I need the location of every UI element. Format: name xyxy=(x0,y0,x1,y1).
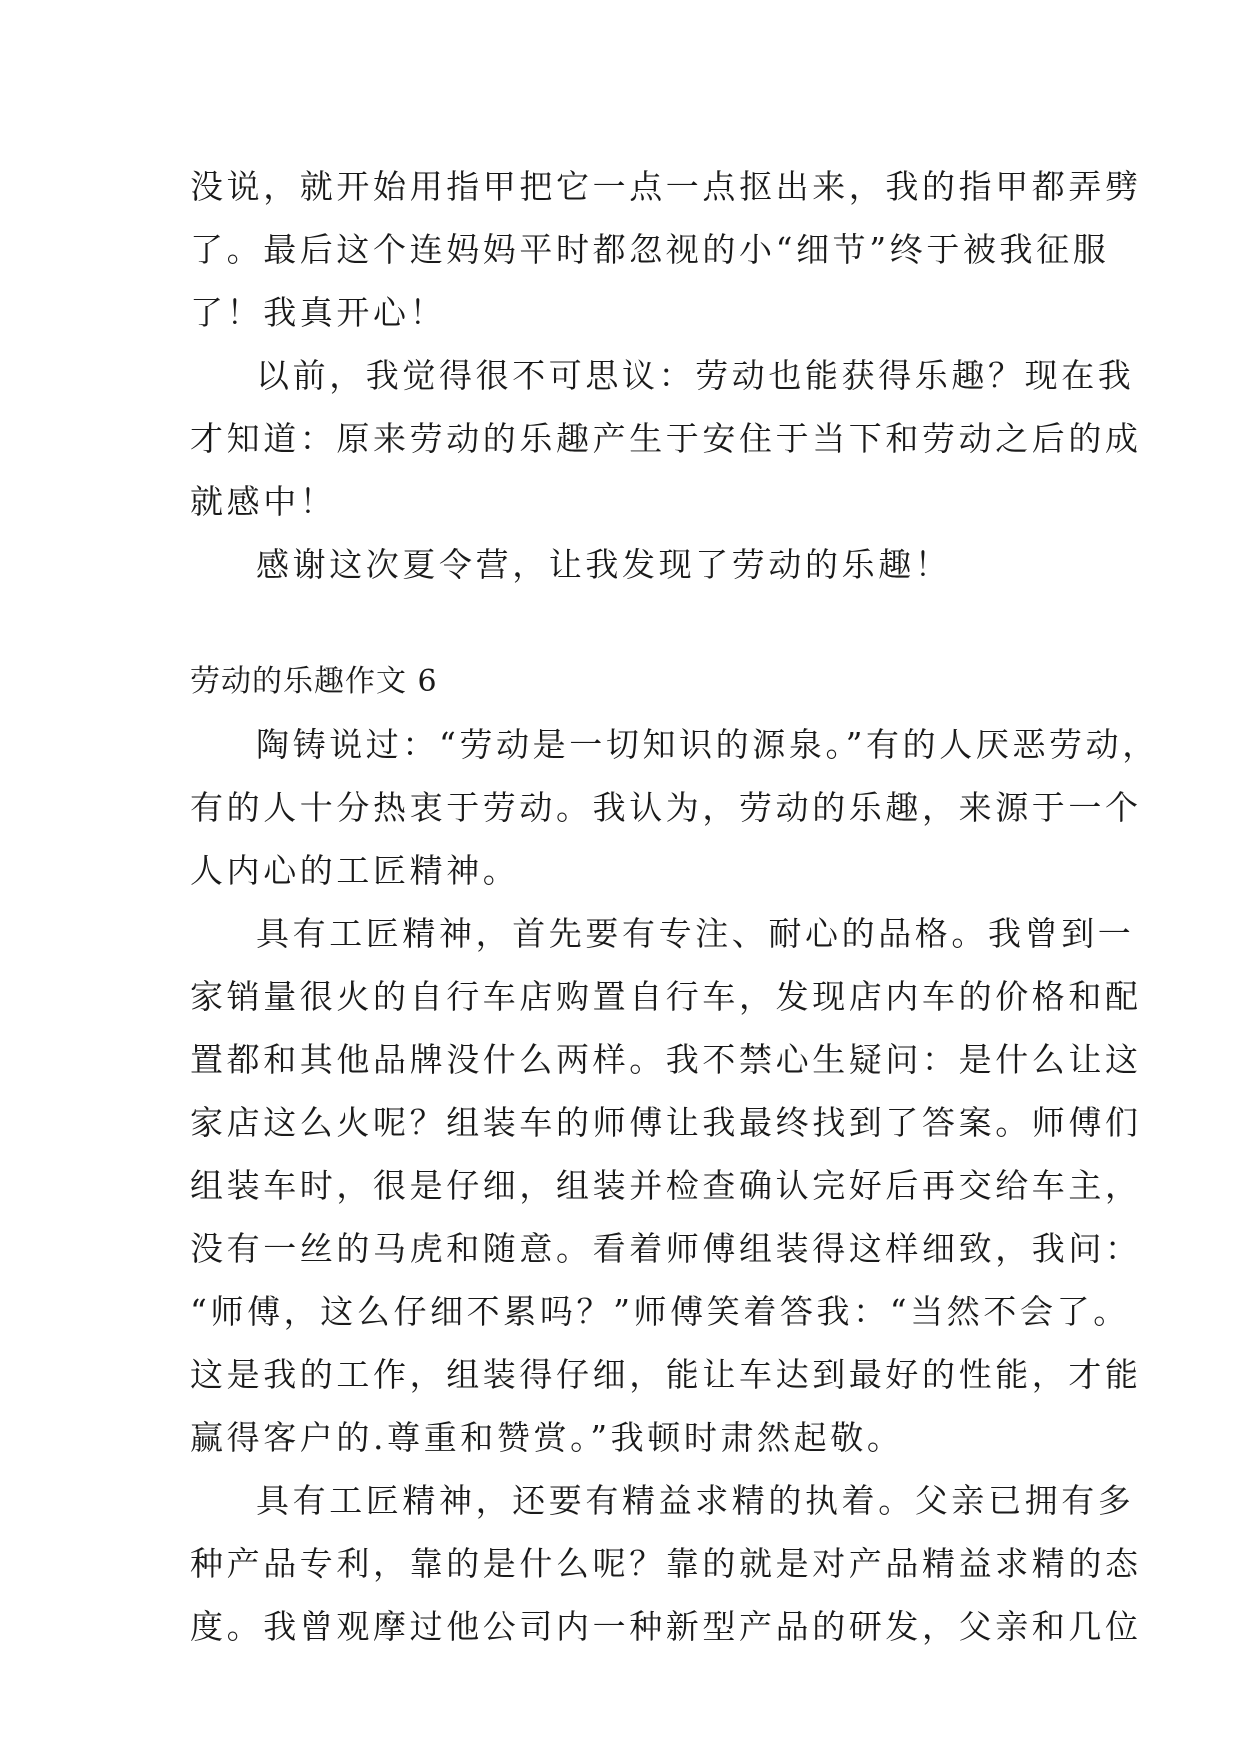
continuation-paragraph xyxy=(190,155,1142,344)
text-line: 具有工匠精神，还要有精益求精的执着。父亲已拥有多 xyxy=(256,1481,1135,1520)
text-line: 以前，我觉得很不可思议：劳动也能获得乐趣？现在我 xyxy=(256,356,1135,395)
text-line: 感谢这次夏令营，让我发现了劳动的乐趣！ xyxy=(256,545,952,584)
text-line: 置都和其他品牌没什么两样。我不禁心生疑问：是什么让这 xyxy=(190,1040,1142,1079)
paragraph-1 xyxy=(190,713,1159,902)
text-line: 有的人十分热衷于劳动。我认为，劳动的乐趣，来源于一个 xyxy=(190,788,1142,827)
text-line: 组装车时，很是仔细，组装并检查确认完好后再交给车主， xyxy=(190,1166,1142,1205)
text-line: 具有工匠精神，首先要有专注、耐心的品格。我曾到一 xyxy=(256,914,1135,953)
paragraph-reflection xyxy=(190,344,1142,533)
text-line: 家店这么火呢？组装车的师傅让我最终找到了答案。师傅们 xyxy=(190,1103,1142,1142)
text-line: 了。最后这个连妈妈平时都忽视的小“细节”终于被我征服 xyxy=(190,230,1110,269)
text-line: 度。我曾观摩过他公司内一种新型产品的研发，父亲和几位 xyxy=(190,1607,1142,1646)
text-line: 家销量很火的自行车店购置自行车，发现店内车的价格和配 xyxy=(190,977,1142,1016)
text-line: 了！我真开心！ xyxy=(190,293,447,332)
text-line: 陶铸说过：“劳动是一切知识的源泉。”有的人厌恶劳动， xyxy=(256,725,1159,764)
section-title: 劳动的乐趣作文 6 xyxy=(190,664,438,699)
text-line: 这是我的工作，组装得仔细，能让车达到最好的性能，才能 xyxy=(190,1355,1142,1394)
paragraph-thanks xyxy=(190,533,1060,596)
text-line: 才知道：原来劳动的乐趣产生于安住于当下和劳动之后的成 xyxy=(190,419,1142,458)
text-line: 没说，就开始用指甲把它一点一点抠出来，我的指甲都弄劈 xyxy=(190,167,1142,206)
text-line: “师傅，这么仔细不累吗？”师傅笑着答我：“当然不会了。 xyxy=(190,1292,1130,1331)
text-line: 赢得客户的.尊重和赞赏。”我顿时肃然起敬。 xyxy=(190,1418,904,1457)
paragraph-2 xyxy=(190,902,1142,1469)
paragraph-3 xyxy=(190,1469,1142,1658)
text-line: 种产品专利，靠的是什么呢？靠的就是对产品精益求精的态 xyxy=(190,1544,1142,1583)
text-line: 就感中！ xyxy=(190,482,337,521)
section-spacer xyxy=(190,596,1060,650)
text-line: 人内心的工匠精神。 xyxy=(190,851,520,890)
document-body xyxy=(190,155,1159,1658)
text-line: 没有一丝的马虎和随意。看着师傅组装得这样细致，我问： xyxy=(190,1229,1142,1268)
